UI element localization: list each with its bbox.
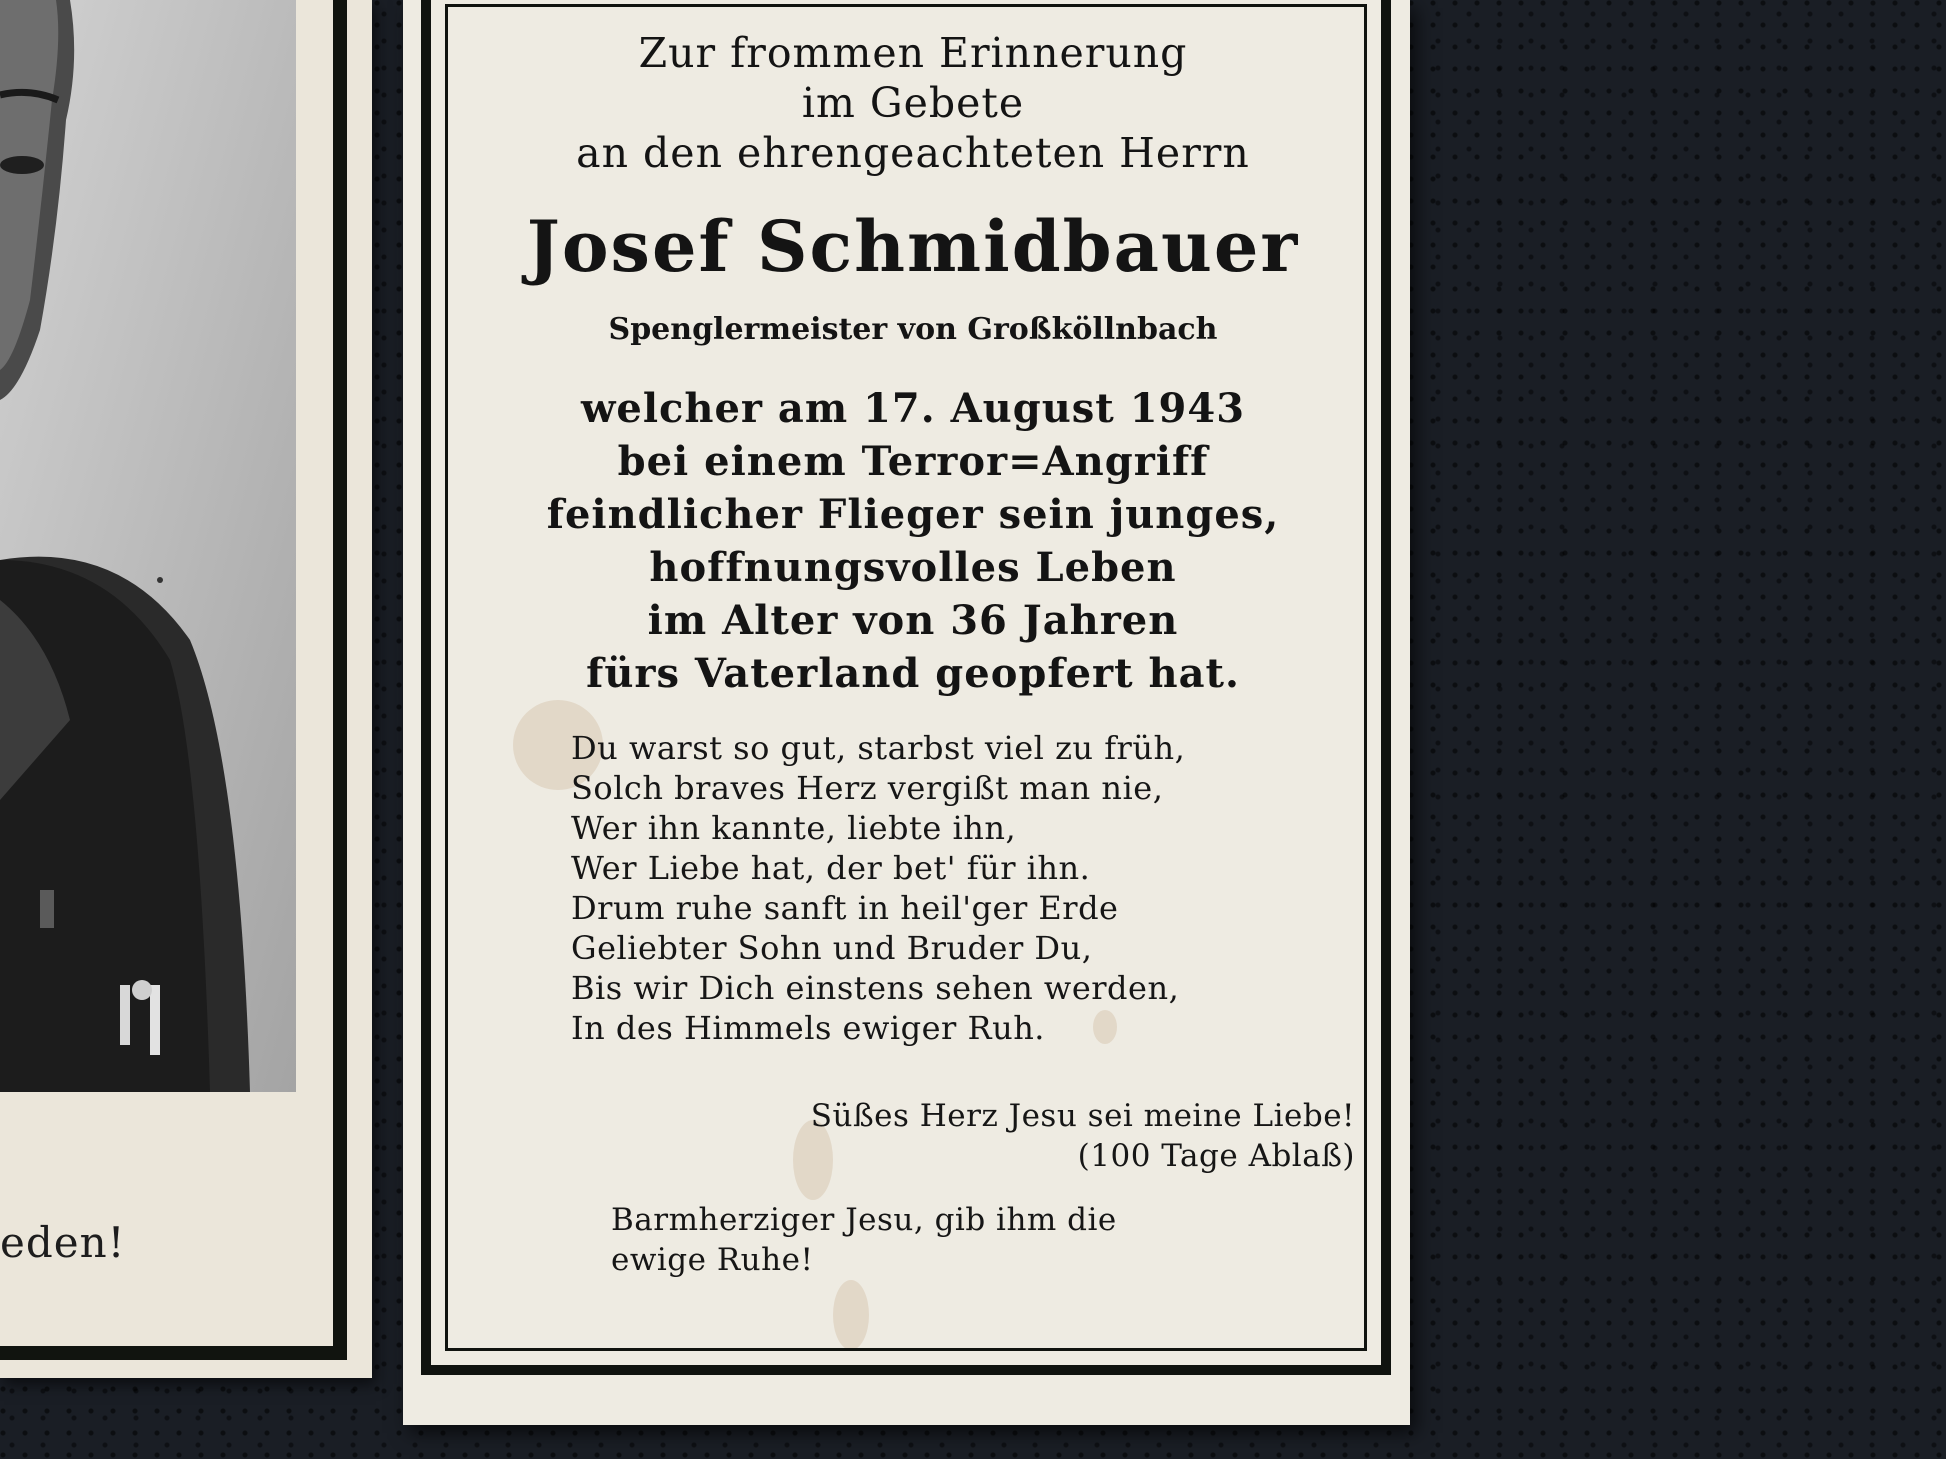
poem-line: Bis wir Dich einstens sehen werden,: [571, 969, 1180, 1007]
memorial-text-line: im Alter von 36 Jahren: [647, 597, 1179, 644]
poem-line: Drum ruhe sanft in heil'ger Erde: [571, 889, 1119, 927]
heading-line: im Gebete: [801, 79, 1025, 127]
poem-line: In des Himmels ewiger Ruh.: [571, 1009, 1045, 1047]
prayer-indulgence: (100 Tage Ablaß): [1077, 1138, 1355, 1174]
prayer-line: Barmherziger Jesu, gib ihm die: [611, 1202, 1117, 1238]
memorial-text-line: hoffnungsvolles Leben: [649, 544, 1177, 591]
left-card: [0, 0, 372, 1378]
poem-line: Wer ihn kannte, liebte ihn,: [571, 809, 1017, 847]
prayer-line: ewige Ruhe!: [611, 1242, 814, 1278]
memorial-text: [463, 382, 1363, 700]
poem-line: Solch braves Herz vergißt man nie,: [571, 769, 1164, 807]
memorial-text-line: fürs Vaterland geopfert hat.: [586, 650, 1240, 697]
poem-line: Wer Liebe hat, der bet' für ihn.: [571, 849, 1091, 887]
poem-line: Du warst so gut, starbst viel zu früh,: [571, 729, 1186, 767]
prayer-line: Süßes Herz Jesu sei meine Liebe!: [810, 1098, 1355, 1134]
deceased-occupation: Spenglermeister von Großköllnbach: [608, 312, 1218, 347]
memorial-poem: [571, 728, 1185, 1048]
deceased-name: Josef Schmidbauer: [526, 205, 1300, 288]
heading-line: an den ehrengeachteten Herrn: [576, 129, 1250, 177]
poem-line: Geliebter Sohn und Bruder Du,: [571, 929, 1093, 967]
left-card-caption: eden!: [0, 1218, 126, 1267]
prayer-sacred-heart: [615, 1096, 1355, 1176]
memorial-heading: [463, 28, 1363, 178]
memorial-text-line: feindlicher Flieger sein junges,: [546, 491, 1280, 538]
left-card-border: [0, 0, 347, 1360]
memorial-card: [403, 0, 1410, 1425]
prayer-eternal-rest: [611, 1200, 1371, 1280]
memorial-text-line: welcher am 17. August 1943: [580, 385, 1246, 432]
memorial-text-line: bei einem Terror=Angriff: [617, 438, 1209, 485]
heading-line: Zur frommen Erinnerung: [638, 29, 1188, 77]
